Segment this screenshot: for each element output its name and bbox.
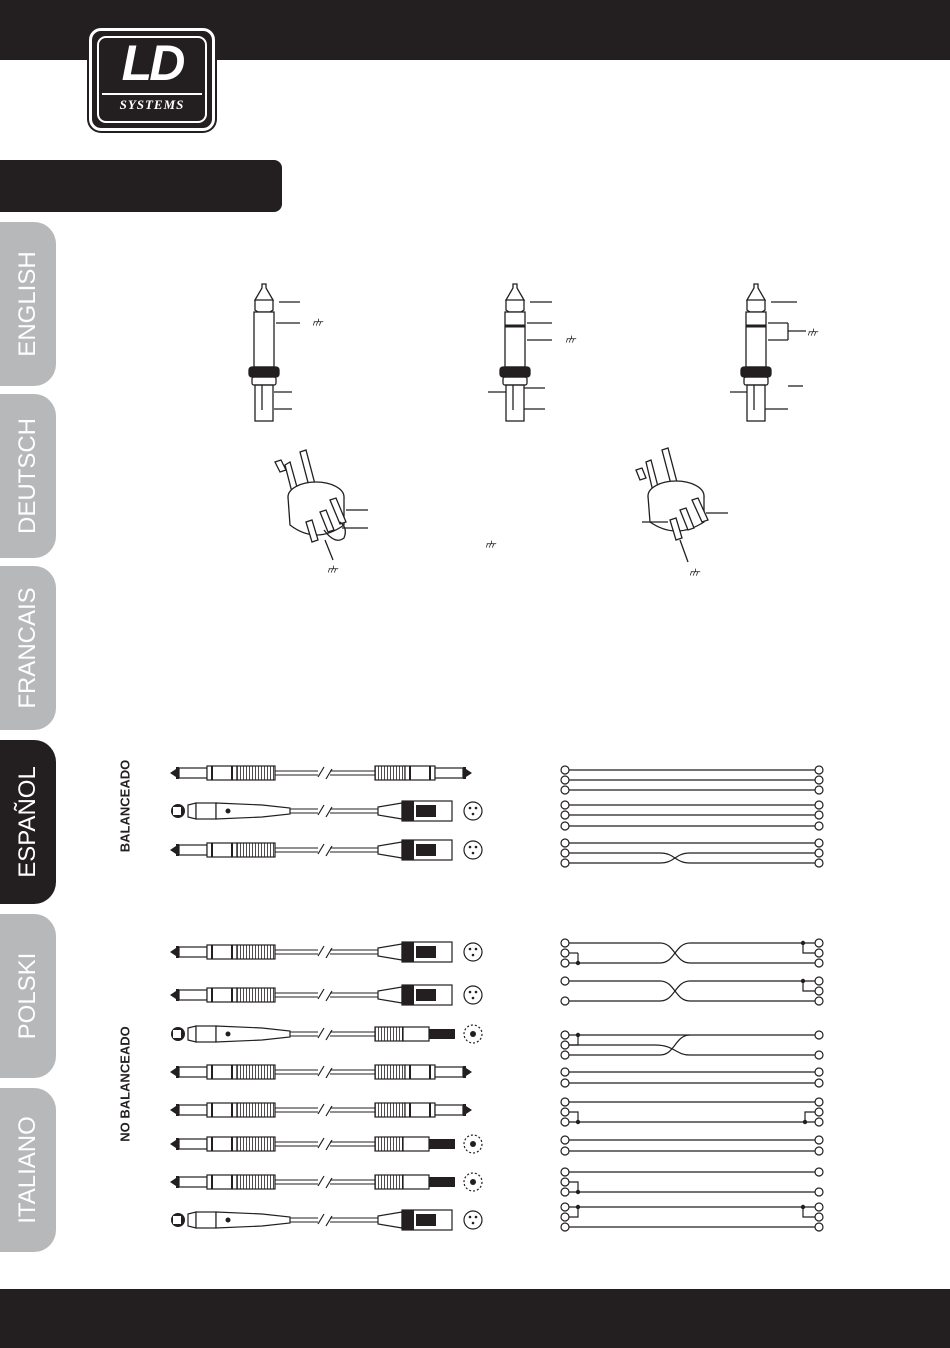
cable-row-11 <box>171 1210 482 1230</box>
unbalanced-label: NO BALANCEADO <box>117 1026 133 1142</box>
stereo-jack-diagram <box>488 284 552 421</box>
cable-row-5 <box>170 985 482 1005</box>
cable-row-1 <box>170 766 472 780</box>
schematic-unbalanced-5 <box>561 1098 823 1126</box>
wiring-schematics <box>561 766 823 1231</box>
xlr-plug-diagram-right <box>636 448 728 562</box>
cable-row-3 <box>170 840 482 860</box>
tab-francais-label: FRANCAIS <box>14 587 41 709</box>
stereo-jack-bridged-diagram <box>730 284 806 421</box>
schematic-unbalanced-3 <box>561 1031 823 1059</box>
tab-espanol-label: ESPAÑOL <box>14 766 41 878</box>
schematic-balanced-1 <box>561 766 823 794</box>
mono-jack-diagram <box>249 284 300 421</box>
tab-polski-label: POLSKI <box>14 952 41 1040</box>
schematic-unbalanced-6 <box>561 1136 823 1155</box>
cable-assemblies <box>170 766 482 1230</box>
cable-row-9 <box>170 1135 482 1153</box>
schematic-balanced-3 <box>561 839 823 867</box>
cable-row-2 <box>171 801 482 821</box>
cable-row-7 <box>170 1065 472 1079</box>
schematic-unbalanced-1 <box>561 939 823 967</box>
schematic-unbalanced-2 <box>561 977 823 1005</box>
tab-english-label: ENGLISH <box>14 251 41 357</box>
schematic-balanced-2 <box>561 801 823 830</box>
schematic-unbalanced-7 <box>561 1168 823 1196</box>
cable-row-6 <box>171 1025 482 1043</box>
logo-systems-text: SYSTEMS <box>119 97 185 112</box>
schematic-unbalanced-8 <box>561 1203 823 1231</box>
cable-row-10 <box>170 1173 482 1191</box>
cable-row-8 <box>170 1103 472 1117</box>
bottom-bar <box>0 1289 950 1348</box>
xlr-plug-diagram-left <box>275 450 368 560</box>
cable-row-4 <box>170 942 482 962</box>
balanced-label: BALANCEADO <box>117 759 133 853</box>
tab-italiano-label: ITALIANO <box>14 1116 41 1224</box>
logo-ld-text: LD <box>121 35 183 91</box>
schematic-unbalanced-4 <box>561 1068 823 1087</box>
tab-deutsch-label: DEUTSCH <box>14 417 41 535</box>
